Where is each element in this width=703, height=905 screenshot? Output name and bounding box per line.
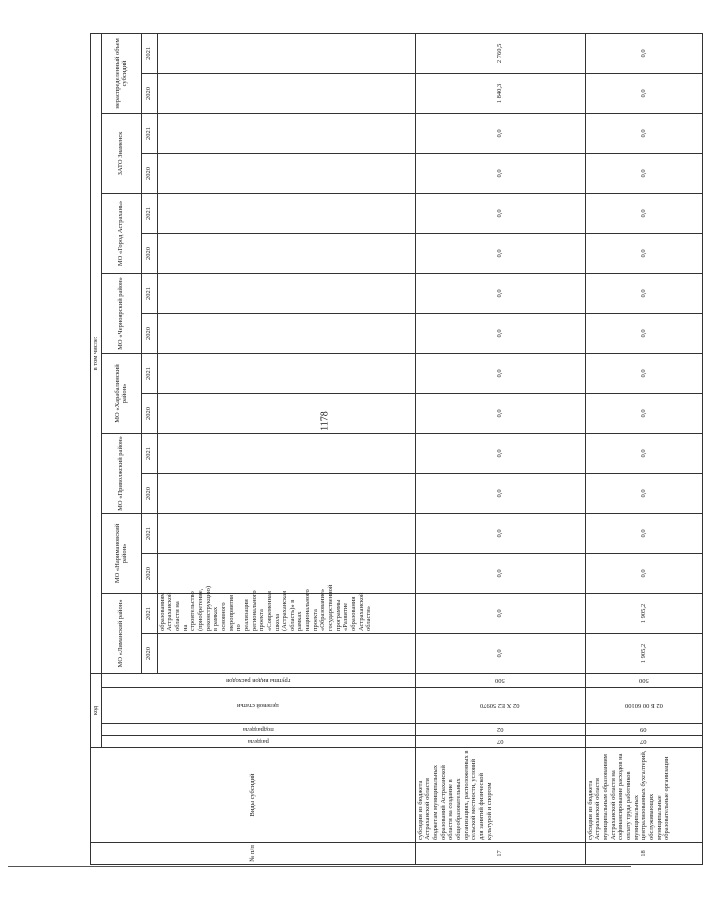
code-cell: 02 Б 00 60100 <box>624 702 663 710</box>
value-cell: 0,0 <box>415 353 585 393</box>
year-header: 2021 <box>141 113 157 153</box>
year-header: 2020 <box>141 393 157 433</box>
value-cell <box>157 273 415 313</box>
header-code-section: раздела <box>247 738 269 745</box>
year-header: 2020 <box>141 633 157 673</box>
year-header: 2020 <box>141 73 157 113</box>
value-cell: 0,0 <box>415 633 585 673</box>
value-cell: 1 905,2 <box>585 593 702 633</box>
value-cell: 1 840,3 <box>415 73 585 113</box>
group-header: нераспределенный объем субсидий <box>101 33 141 113</box>
header-code-expense-group: группы видов расходов <box>225 677 291 685</box>
group-header: МО «Наримановский район» <box>101 513 141 593</box>
value-cell: 0,0 <box>415 553 585 593</box>
value-cell <box>157 353 415 393</box>
group-header: МО «Харабалинский район» <box>101 353 141 433</box>
value-cell: 0,0 <box>415 593 585 633</box>
value-cell <box>157 393 415 433</box>
value-cell: 0,0 <box>585 433 702 473</box>
header-code-subsection: подраздела <box>242 726 274 733</box>
year-header: 2021 <box>141 433 157 473</box>
value-cell <box>157 193 415 233</box>
value-cell: 0,0 <box>585 553 702 593</box>
header-code-target: целевой статьи <box>237 702 279 710</box>
year-header: 2021 <box>141 33 157 73</box>
value-cell <box>157 313 415 353</box>
year-header: 2021 <box>141 193 157 233</box>
value-cell: 0,0 <box>585 273 702 313</box>
rotated-page <box>90 35 671 865</box>
code-cell: 500 <box>495 677 506 685</box>
value-cell: 0,0 <box>585 153 702 193</box>
value-cell: 0,0 <box>415 273 585 313</box>
year-header: 2020 <box>141 473 157 513</box>
year-header: 2021 <box>141 513 157 553</box>
group-header: МО «Лиманский район» <box>101 593 141 673</box>
group-header: ЗАТО Знаменск <box>101 113 141 193</box>
code-cell: 09 <box>640 726 647 733</box>
row-number <box>157 633 415 673</box>
subsidy-name: образованиям Астраханской области на на строительство (приобретение, реконструкцию) в рамках основного мероприятия по реализации регионального проекта «Современная школа (Астраханская область)» в рамках национального проекта «Образование» государственной программы «Развитие образования Астраханской области» <box>157 593 415 633</box>
header-incl: в том числе: <box>91 33 102 673</box>
row-number: 17 <box>415 843 585 865</box>
year-header: 2020 <box>141 553 157 593</box>
code-cell: 02 <box>496 726 504 733</box>
year-header: 2020 <box>141 313 157 353</box>
value-cell: 0,0 <box>415 153 585 193</box>
value-cell: 0,0 <box>585 233 702 273</box>
value-cell: 0,0 <box>585 73 702 113</box>
year-header: 2021 <box>141 273 157 313</box>
group-header: МО «Приволжский район» <box>101 433 141 513</box>
row-number: 18 <box>585 843 702 865</box>
value-cell: 0,0 <box>415 393 585 433</box>
value-cell: 0,0 <box>415 113 585 153</box>
code-cell: 07 <box>640 738 647 745</box>
value-cell: 0,0 <box>415 513 585 553</box>
group-header: МО «Черноярский район» <box>101 273 141 353</box>
subsidy-name: субсидии из бюджета Астраханской области бюджетам муниципальных образований Астраханской области на создание в общеобразовательных организациях, расположенных в сельской местности, условий для занятий физической культурой и спортом <box>415 748 585 843</box>
value-cell: 0,0 <box>585 33 702 73</box>
value-cell: 0,0 <box>415 233 585 273</box>
value-cell: 2 760,5 <box>415 33 585 73</box>
value-cell <box>157 113 415 153</box>
subsidy-name: субсидии из бюджета Астраханской области муниципальным образованиям Астраханской области на софинансирование расходов на оплату труда работников муниципальных централизованных бухгалтерий, обслуживающих муниципальные образовательные организации <box>585 748 702 843</box>
value-cell: 0,0 <box>585 393 702 433</box>
year-header: 2020 <box>141 233 157 273</box>
year-header: 2021 <box>141 353 157 393</box>
year-header: 2020 <box>141 153 157 193</box>
value-cell: 0,0 <box>415 433 585 473</box>
header-no: № п/п <box>91 843 416 865</box>
code-cell: 02 Х Е2 50970 <box>480 702 520 710</box>
group-header: МО «Город Астрахань» <box>101 193 141 273</box>
value-cell: 0,0 <box>585 113 702 153</box>
code-cell: 500 <box>638 677 649 685</box>
value-cell <box>157 73 415 113</box>
page-number: 1178 <box>319 411 331 431</box>
bottom-rule <box>8 866 631 867</box>
value-cell: 0,0 <box>585 193 702 233</box>
value-cell: 1 905,2 <box>585 633 702 673</box>
value-cell: 0,0 <box>585 513 702 553</box>
table-row <box>415 33 585 864</box>
value-cell <box>157 233 415 273</box>
value-cell <box>157 153 415 193</box>
value-cell: 0,0 <box>415 193 585 233</box>
code-cell: 07 <box>496 738 504 745</box>
value-cell: 0,0 <box>585 353 702 393</box>
value-cell: 0,0 <box>415 313 585 353</box>
header-type: Виды субсидий <box>91 748 416 843</box>
header-code: код <box>91 673 102 747</box>
value-cell <box>157 33 415 73</box>
value-cell: 0,0 <box>585 473 702 513</box>
value-cell: 0,0 <box>415 473 585 513</box>
subsidy-table <box>90 33 703 865</box>
value-cell: 0,0 <box>585 313 702 353</box>
table-row <box>585 33 702 864</box>
year-header: 2021 <box>141 593 157 633</box>
